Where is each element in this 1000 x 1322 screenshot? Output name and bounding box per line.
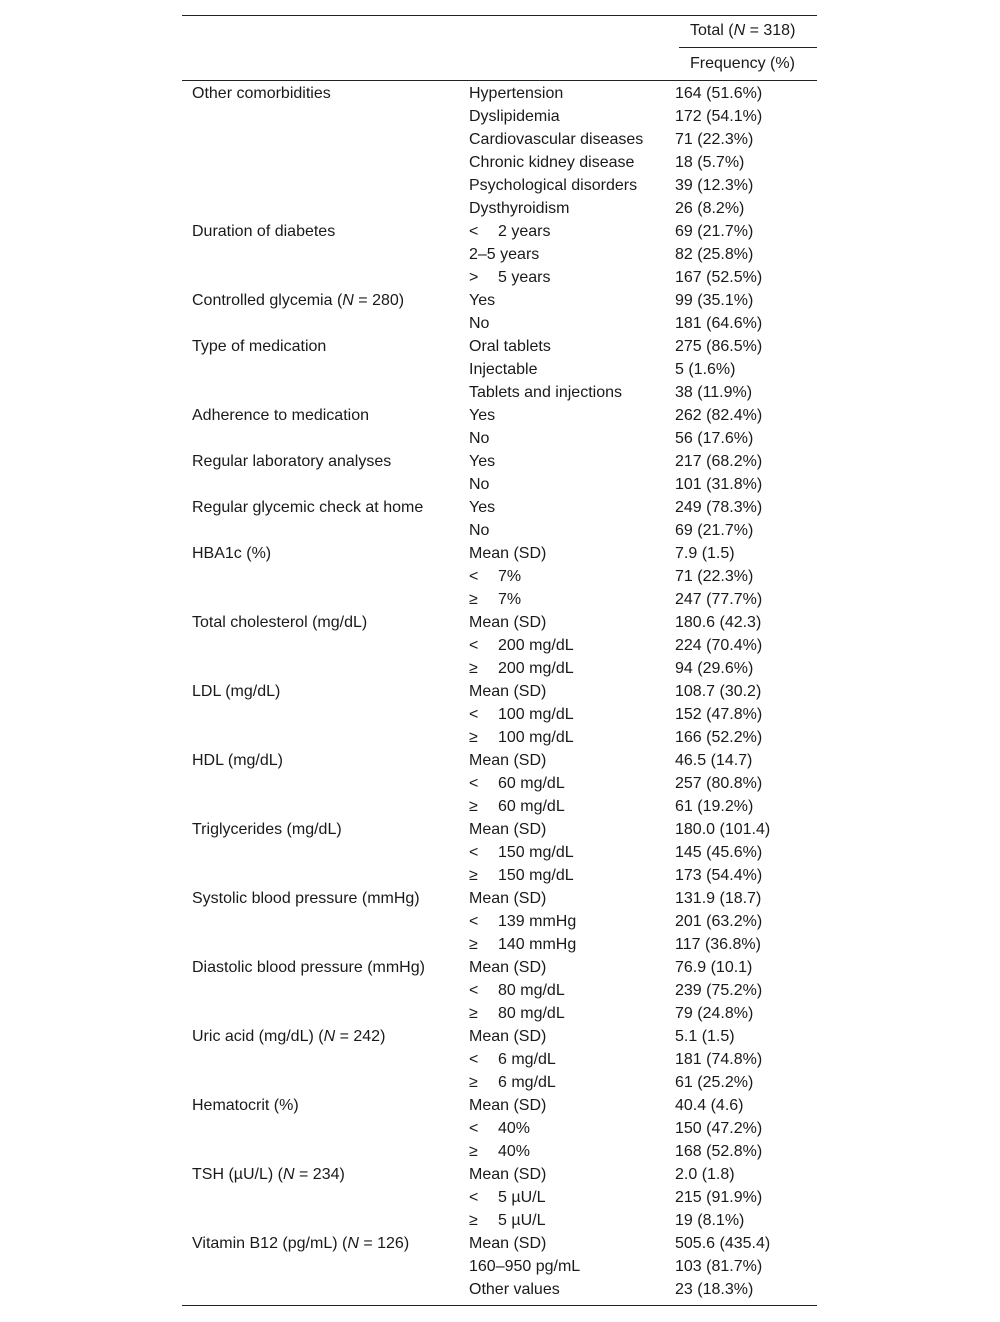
table-row (182, 841, 817, 864)
row-value: 181 (64.6%) (675, 315, 763, 332)
row-comparison-symbol: < (469, 1120, 479, 1137)
table-row (182, 128, 817, 151)
table-row (182, 956, 817, 979)
row-category: Tablets and injections (469, 384, 622, 401)
table-row (182, 312, 817, 335)
table-row (182, 473, 817, 496)
table-row (182, 979, 817, 1002)
table-body (182, 82, 817, 1301)
row-comparison-symbol: < (469, 1051, 479, 1068)
row-category: < 5 µU/L (469, 1186, 545, 1209)
row-variable: Other comorbidities (192, 85, 331, 102)
table-header (182, 15, 817, 81)
row-comparison-symbol: < (469, 223, 479, 240)
row-value: 224 (70.4%) (675, 637, 763, 654)
row-category: < 80 mg/dL (469, 979, 565, 1002)
row-category: ≥ 60 mg/dL (469, 795, 565, 818)
row-value: 2.0 (1.8) (675, 1166, 735, 1183)
row-category: Hypertension (469, 85, 564, 102)
row-category: > 5 years (469, 266, 550, 289)
row-variable: Hematocrit (%) (192, 1097, 299, 1114)
row-value: 201 (63.2%) (675, 913, 763, 930)
row-comparison-symbol: ≥ (469, 591, 478, 608)
row-comparison-symbol: ≥ (469, 1074, 478, 1091)
table-row (182, 243, 817, 266)
table-row (182, 1232, 817, 1255)
table-row (182, 404, 817, 427)
row-category: Other values (469, 1281, 560, 1298)
row-variable: Uric acid (mg/dL) (N = 242) (192, 1028, 386, 1045)
row-value: 61 (19.2%) (675, 798, 754, 815)
row-category: Mean (SD) (469, 752, 547, 769)
row-category: ≥ 100 mg/dL (469, 726, 574, 749)
row-category: < 40% (469, 1117, 530, 1140)
row-value: 257 (80.8%) (675, 775, 763, 792)
row-category: Oral tablets (469, 338, 551, 355)
row-value: 152 (47.8%) (675, 706, 763, 723)
row-value: 26 (8.2%) (675, 200, 745, 217)
table-bottom-rule (182, 1305, 817, 1306)
table-row (182, 611, 817, 634)
row-comparison-symbol: ≥ (469, 660, 478, 677)
table-row (182, 1255, 817, 1278)
row-value: 71 (22.3%) (675, 131, 754, 148)
table-row (182, 542, 817, 565)
row-variable: HDL (mg/dL) (192, 752, 283, 769)
row-category: Mean (SD) (469, 959, 547, 976)
row-comparison-symbol: < (469, 706, 479, 723)
table-row (182, 266, 817, 289)
row-category: ≥ 200 mg/dL (469, 657, 574, 680)
row-comparison-symbol: < (469, 844, 479, 861)
row-category: Yes (469, 407, 496, 424)
row-value: 39 (12.3%) (675, 177, 754, 194)
row-value: 168 (52.8%) (675, 1143, 763, 1160)
table-row (182, 82, 817, 105)
table-row (182, 1071, 817, 1094)
row-value: 180.0 (101.4) (675, 821, 771, 838)
row-value: 56 (17.6%) (675, 430, 754, 447)
row-category: Mean (SD) (469, 1028, 547, 1045)
row-category: ≥ 40% (469, 1140, 530, 1163)
row-category: Mean (SD) (469, 545, 547, 562)
row-variable: Regular laboratory analyses (192, 453, 392, 470)
table-row (182, 289, 817, 312)
row-value: 82 (25.8%) (675, 246, 754, 263)
row-value: 181 (74.8%) (675, 1051, 763, 1068)
table-row (182, 105, 817, 128)
row-value: 99 (35.1%) (675, 292, 754, 309)
row-variable: Total cholesterol (mg/dL) (192, 614, 368, 631)
header-mid-rule (679, 47, 817, 48)
row-category: Mean (SD) (469, 821, 547, 838)
row-variable: HBA1c (%) (192, 545, 272, 562)
row-comparison-symbol: < (469, 637, 479, 654)
row-category: Chronic kidney disease (469, 154, 635, 171)
row-value: 166 (52.2%) (675, 729, 763, 746)
row-variable: Adherence to medication (192, 407, 369, 424)
table-row (182, 1163, 817, 1186)
row-category: Yes (469, 499, 496, 516)
row-value: 247 (77.7%) (675, 591, 763, 608)
table-row (182, 174, 817, 197)
table-row (182, 1209, 817, 1232)
table-row (182, 1048, 817, 1071)
row-variable: Diastolic blood pressure (mmHg) (192, 959, 425, 976)
row-category: Cardiovascular diseases (469, 131, 644, 148)
row-variable: Controlled glycemia (N = 280) (192, 292, 405, 309)
row-value: 18 (5.7%) (675, 154, 745, 171)
row-comparison-symbol: ≥ (469, 1143, 478, 1160)
row-category: ≥ 140 mmHg (469, 933, 576, 956)
row-category: < 139 mmHg (469, 910, 576, 933)
row-comparison-symbol: ≥ (469, 798, 478, 815)
table-row (182, 749, 817, 772)
row-category: Mean (SD) (469, 1166, 547, 1183)
row-value: 7.9 (1.5) (675, 545, 735, 562)
row-category: Yes (469, 453, 496, 470)
row-category: Mean (SD) (469, 890, 547, 907)
row-variable: Regular glycemic check at home (192, 499, 424, 516)
row-comparison-symbol: < (469, 1189, 479, 1206)
row-value: 167 (52.5%) (675, 269, 763, 286)
row-value: 5.1 (1.5) (675, 1028, 735, 1045)
row-value: 164 (51.6%) (675, 85, 763, 102)
row-comparison-symbol: ≥ (469, 1005, 478, 1022)
header-total-n: N (733, 22, 746, 39)
row-comparison-symbol: < (469, 775, 479, 792)
header-bottom-rule (182, 80, 817, 81)
table-row (182, 818, 817, 841)
row-variable: TSH (µU/L) (N = 234) (192, 1166, 345, 1183)
row-value: 61 (25.2%) (675, 1074, 754, 1091)
row-value: 275 (86.5%) (675, 338, 763, 355)
row-category: Mean (SD) (469, 1235, 547, 1252)
table-row (182, 910, 817, 933)
row-value: 108.7 (30.2) (675, 683, 762, 700)
row-value: 5 (1.6%) (675, 361, 736, 378)
row-comparison-symbol: ≥ (469, 1212, 478, 1229)
row-category: < 60 mg/dL (469, 772, 565, 795)
row-category: Injectable (469, 361, 538, 378)
row-value: 40.4 (4.6) (675, 1097, 744, 1114)
row-value: 71 (22.3%) (675, 568, 754, 585)
table-row (182, 1117, 817, 1140)
table-row (182, 450, 817, 473)
row-value: 249 (78.3%) (675, 499, 763, 516)
table-row (182, 1186, 817, 1209)
row-comparison-symbol: < (469, 982, 479, 999)
row-value: 101 (31.8%) (675, 476, 763, 493)
table-row (182, 358, 817, 381)
row-value: 46.5 (14.7) (675, 752, 753, 769)
table-row (182, 680, 817, 703)
table-row (182, 933, 817, 956)
row-category: ≥ 7% (469, 588, 521, 611)
row-category: ≥ 80 mg/dL (469, 1002, 565, 1025)
table-row (182, 795, 817, 818)
row-value: 76.9 (10.1) (675, 959, 753, 976)
row-value: 239 (75.2%) (675, 982, 763, 999)
row-category: < 7% (469, 565, 521, 588)
header-total-prefix: Total ( (690, 22, 734, 39)
header-total (690, 22, 795, 40)
table-row (182, 887, 817, 910)
header-frequency: Frequency (%) (690, 55, 795, 72)
row-value: 505.6 (435.4) (675, 1235, 771, 1252)
table-row (182, 1140, 817, 1163)
row-value: 94 (29.6%) (675, 660, 754, 677)
table-row (182, 588, 817, 611)
row-comparison-symbol: < (469, 913, 479, 930)
row-comparison-symbol: ≥ (469, 729, 478, 746)
row-variable: LDL (mg/dL) (192, 683, 281, 700)
row-value: 79 (24.8%) (675, 1005, 754, 1022)
table-row (182, 427, 817, 450)
row-value: 23 (18.3%) (675, 1281, 754, 1298)
row-value: 103 (81.7%) (675, 1258, 763, 1275)
table-row (182, 703, 817, 726)
row-value: 69 (21.7%) (675, 522, 754, 539)
row-category: Mean (SD) (469, 1097, 547, 1114)
row-value: 19 (8.1%) (675, 1212, 745, 1229)
row-category: < 6 mg/dL (469, 1048, 556, 1071)
row-value: 262 (82.4%) (675, 407, 763, 424)
row-value: 215 (91.9%) (675, 1189, 763, 1206)
row-category: ≥ 150 mg/dL (469, 864, 574, 887)
table-row (182, 1278, 817, 1301)
row-category: No (469, 315, 490, 332)
table-row (182, 220, 817, 243)
row-category: < 150 mg/dL (469, 841, 574, 864)
row-variable: Type of medication (192, 338, 327, 355)
row-category: Yes (469, 292, 496, 309)
row-category: < 200 mg/dL (469, 634, 574, 657)
row-category: No (469, 430, 490, 447)
row-comparison-symbol: > (469, 269, 479, 286)
row-value: 117 (36.8%) (675, 936, 761, 953)
row-variable: Systolic blood pressure (mmHg) (192, 890, 420, 907)
row-value: 38 (11.9%) (675, 384, 753, 401)
table-row (182, 1094, 817, 1117)
row-value: 150 (47.2%) (675, 1120, 763, 1137)
table-row (182, 496, 817, 519)
row-category: No (469, 522, 490, 539)
table-row (182, 772, 817, 795)
row-category: < 2 years (469, 220, 550, 243)
row-category: 160–950 pg/mL (469, 1258, 581, 1275)
row-category: < 100 mg/dL (469, 703, 574, 726)
table-row (182, 1025, 817, 1048)
row-value: 172 (54.1%) (675, 108, 763, 125)
row-comparison-symbol: ≥ (469, 867, 478, 884)
row-category: ≥ 6 mg/dL (469, 1071, 556, 1094)
row-value: 180.6 (42.3) (675, 614, 762, 631)
table-row (182, 657, 817, 680)
row-comparison-symbol: < (469, 568, 479, 585)
table-row (182, 1002, 817, 1025)
table-row (182, 335, 817, 358)
row-category: Mean (SD) (469, 614, 547, 631)
table-row (182, 519, 817, 542)
row-variable: Duration of diabetes (192, 223, 336, 240)
row-value: 217 (68.2%) (675, 453, 763, 470)
table-row (182, 864, 817, 887)
row-variable: Triglycerides (mg/dL) (192, 821, 342, 838)
row-category: Dyslipidemia (469, 108, 560, 125)
table-row (182, 565, 817, 588)
table-row (182, 726, 817, 749)
row-variable: Vitamin B12 (pg/mL) (N = 126) (192, 1235, 410, 1252)
table-row (182, 151, 817, 174)
row-category: Psychological disorders (469, 177, 638, 194)
header-total-suffix: = 318) (745, 22, 796, 39)
row-value: 131.9 (18.7) (675, 890, 762, 907)
row-comparison-symbol: ≥ (469, 936, 478, 953)
table-row (182, 634, 817, 657)
row-category: 2–5 years (469, 246, 540, 263)
row-category: ≥ 5 µU/L (469, 1209, 545, 1232)
row-category: Mean (SD) (469, 683, 547, 700)
row-value: 145 (45.6%) (675, 844, 763, 861)
table-row (182, 197, 817, 220)
row-category: Dysthyroidism (469, 200, 570, 217)
table-row (182, 381, 817, 404)
row-value: 69 (21.7%) (675, 223, 754, 240)
row-value: 173 (54.4%) (675, 867, 763, 884)
row-category: No (469, 476, 490, 493)
